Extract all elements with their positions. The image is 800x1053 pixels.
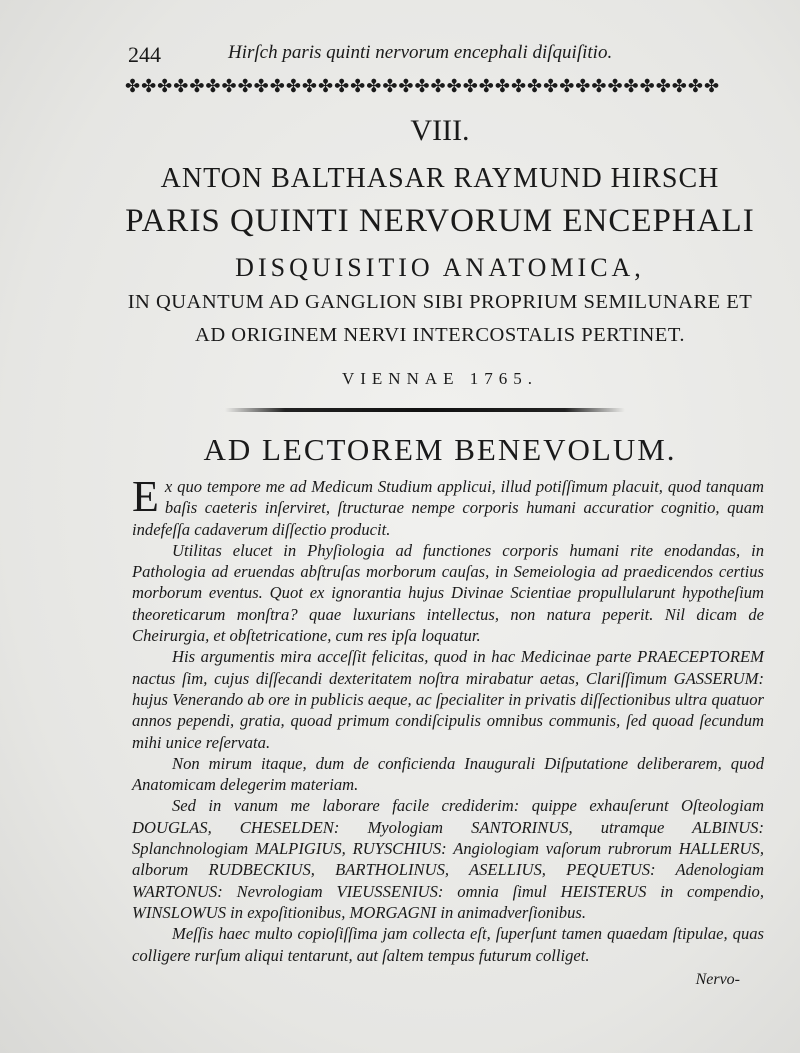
paragraph: Sed in vanum me laborare facile crediderim: quippe exhauſerunt Oſteologiam DOUGLAS, CHESELDEN: Myologiam SANTORINUS, utramque ALBINUS: Splanchnologiam MALPIGIUS, RUYSCHIUS: Angiologiam vaſorum rubrorum HALLERUS, alborum RUDBECKIUS, BARTHOLINUS, ASELLIUS, PEQUETUS: Adenologiam WARTONUS: Nevrologiam VIEUSSENIUS: omnia ſimul HEISTERUS in compendio, WINSLOWUS in expoſitionibus, MORGAGNI in animadverſionibus.: [132, 796, 764, 922]
paragraph: Utilitas elucet in Phyſiologia ad functiones corporis humani rite enodandas, in Pathologia ad eruendas abſtruſas morborum cauſas, in Semeiologia ad praedicendos certius morborum eventus. Quot ex ignorantia hujus Divinae Scientiae propullularunt hypotheſium theoreticarum monſtra? quae luxurians intellectus, non natura peperit. Nil dicam de Cheirurgia, et obſtetricatione, cum res ipſa loquatur.: [132, 540, 764, 646]
subtitle-line-3: AD ORIGINEM NERVI INTERCOSTALIS PERTINET.: [195, 324, 685, 346]
paragraph: Meſſis haec multo copioſiſſima jam collecta eſt, ſuperſunt tamen quaedam ſtipulae, quas colligere rurſum aliqui tentarunt, aut ſaltem tempus futurum colliget.: [132, 924, 764, 965]
paragraph: His argumentis mira acceſſit felicitas, quod in hac Medicinae parte PRAECEPTOREM nactus ſim, cujus diſſecandi dexteritatem noſtra mirabatur aetas, Clariſſimum GASSERUM: hujus Venerando ab ore in publicis aeque, ac ſpecialiter in privatis diſſectionibus ultra quatuor annos pependi, gratia, quoad primum condiſcipulis omnibus communis, ſed quoad ſecundum mihi unice reſervata.: [132, 647, 764, 752]
subtitle: DISQUISITIO ANATOMICA,: [235, 253, 645, 282]
main-title: PARIS QUINTI NERVORUM ENCEPHALI: [125, 203, 755, 239]
paragraph-text: x quo tempore me ad Medicum Studium applicui, illud potiſſimum placuit, quod tanquam baſis caeteris inſerviret, ſtructurae nempe corporis humani accuratior cognitio, quam indefeſſa cadaverum diſſectio producit.: [132, 477, 764, 539]
ornamental-border: ✤✤✤✤✤✤✤✤✤✤✤✤✤✤✤✤✤✤✤✤✤✤✤✤✤✤✤✤✤✤✤✤✤✤✤✤✤: [125, 76, 721, 97]
page-number: 244: [128, 42, 161, 67]
place-date: VIENNAE 1765.: [341, 369, 539, 388]
page-header: [128, 38, 740, 68]
section-heading: AD LECTOREM BENEVOLUM.: [203, 432, 677, 467]
chapter-number: VIII.: [410, 114, 470, 147]
catchword: Nervo-: [695, 971, 740, 988]
author-name: ANTON BALTHASAR RAYMUND HIRSCH: [160, 163, 720, 194]
drop-cap: E: [132, 472, 159, 521]
body-text: [132, 472, 764, 966]
paragraph: Non mirum itaque, dum de conficienda Inaugurali Diſputatione deliberarem, quod Anatomicam delegerim materiam.: [132, 753, 764, 795]
subtitle-line-2: IN QUANTUM AD GANGLION SIBI PROPRIUM SEMILUNARE ET: [127, 291, 753, 313]
paragraph: [132, 472, 764, 540]
divider-rule: [225, 408, 625, 412]
running-title: Hirſch paris quinti nervorum encephali diſquiſitio.: [228, 42, 613, 63]
